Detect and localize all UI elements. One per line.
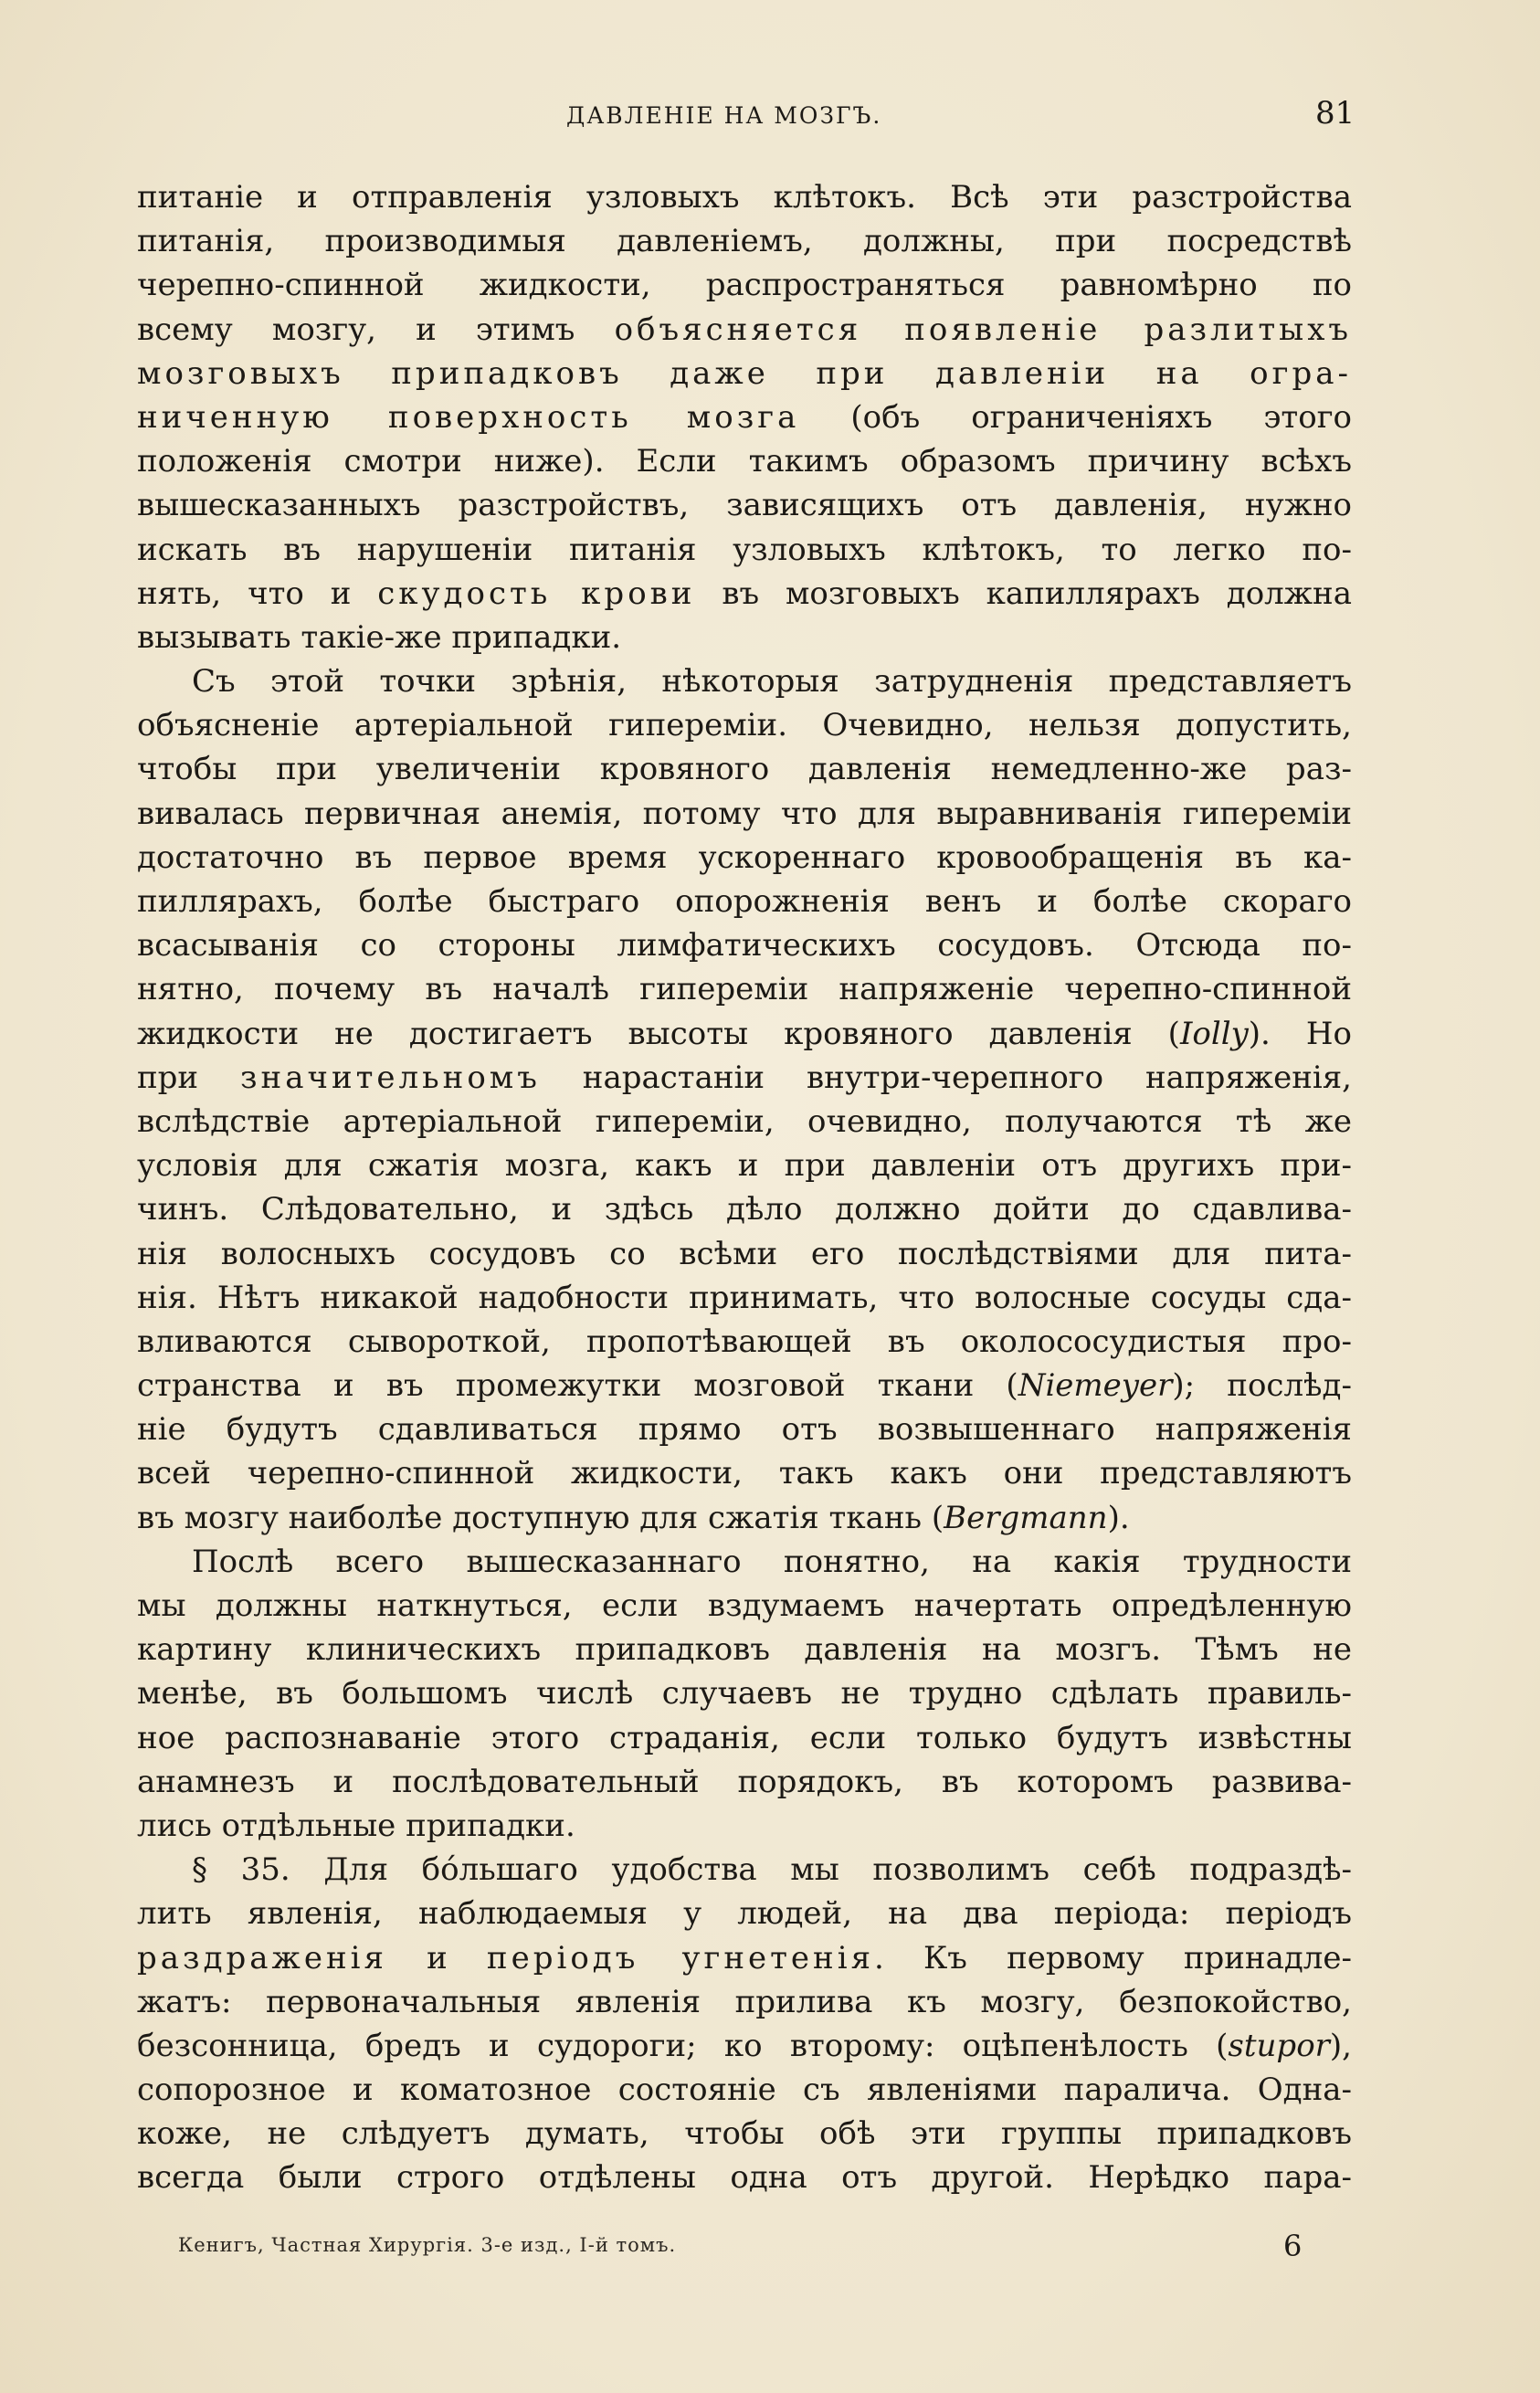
line-text: въ мозговыхъ капиллярахъ должна <box>695 575 1352 612</box>
text-line <box>137 1187 1352 1231</box>
running-title: ДАВЛЕНІЕ НА МОЗГЪ. <box>566 102 882 129</box>
line-text: и <box>386 1939 487 1977</box>
line-text: коже, не слѣдуетъ думать, чтобы обѣ эти группы припадковъ <box>137 2115 1352 2153</box>
text-line <box>137 1584 1352 1628</box>
line-text: (объ ограниченіяхъ этого <box>799 398 1352 436</box>
line-text: ); послѣд- <box>1172 1367 1352 1405</box>
line-text: черепно-спинной жидкости, распространяться равномѣрно по <box>137 267 1352 304</box>
line-text: картину клиническихъ припадковъ давленія на мозгъ. Тѣмъ не <box>137 1631 1352 1669</box>
italic-name: Bergmann <box>944 1499 1108 1536</box>
text-line <box>137 439 1352 483</box>
italic-name: Niemeyer <box>1018 1367 1173 1405</box>
line-text: въ мозгу наиболѣе доступную для сжатія ткань ( <box>137 1499 944 1536</box>
spaced-emphasis: раздраженія <box>137 1939 387 1977</box>
spaced-emphasis: мозговыхъ припадковъ даже при давленіи на огра- <box>137 354 1352 392</box>
line-text: всей черепно-спинной жидкости, такъ какъ они представляютъ <box>137 1455 1352 1492</box>
text-line <box>137 703 1352 747</box>
line-text: лись отдѣльные припадки. <box>137 1807 575 1844</box>
text-line <box>137 1407 1352 1451</box>
line-text: ). Но <box>1248 1015 1352 1052</box>
line-text: нія волосныхъ сосудовъ со всѣми его послѣдствіями для пита- <box>137 1235 1352 1272</box>
text-line <box>137 616 1352 659</box>
text-line <box>137 1892 1352 1935</box>
body-text <box>137 175 1352 2200</box>
line-text: вслѣдствіе артеріальной гипереміи, очевидно, получаются тѣ же <box>137 1102 1352 1140</box>
line-text: § 35. Для бо́льшаго удобства мы позволимъ себѣ подраздѣ- <box>192 1851 1352 1889</box>
line-text: анамнезъ и послѣдовательный порядокъ, въ которомъ развива- <box>137 1763 1352 1800</box>
line-text: всасыванія со стороны лимфатическихъ сосудовъ. Отсюда по- <box>137 927 1352 965</box>
text-line <box>137 1276 1352 1320</box>
line-text: при <box>137 1059 240 1096</box>
line-text: объясненіе артеріальной гипереміи. Очевидно, нельзя допустить, <box>137 707 1352 744</box>
spaced-emphasis: значительномъ <box>240 1059 541 1096</box>
line-text: чтобы при увеличеніи кровяного давленія немедленно-же раз- <box>137 751 1352 788</box>
text-line <box>137 1496 1352 1540</box>
text-line <box>137 880 1352 923</box>
text-line <box>137 572 1352 616</box>
italic-name: stupor <box>1228 2027 1330 2064</box>
text-line <box>137 2112 1352 2156</box>
line-text: питанія, производимыя давленіемъ, должны, при посредствѣ <box>137 223 1352 260</box>
italic-name: Iolly <box>1179 1015 1249 1052</box>
line-text: положенія смотри ниже). Если такимъ образомъ причину всѣхъ <box>137 443 1352 480</box>
text-line <box>137 175 1352 219</box>
text-line <box>137 528 1352 572</box>
line-text: Съ этой точки зрѣнія, нѣкоторыя затрудненія представляетъ <box>192 663 1352 701</box>
line-text: безсонница, бредъ и судороги; ко второму: оцѣпенѣлость ( <box>137 2027 1229 2064</box>
line-text: пиллярахъ, болѣе быстраго опорожненія венъ и болѣе скораго <box>137 883 1352 920</box>
line-text: ), <box>1329 2027 1352 2064</box>
line-text: сопорозное и коматозное состояніе съ явленіями паралича. Одна- <box>137 2071 1352 2109</box>
page-footer <box>0 2229 1540 2274</box>
text-line <box>137 1980 1352 2024</box>
page-number: 81 <box>1315 95 1355 132</box>
text-line <box>137 1760 1352 1804</box>
spaced-emphasis: ниченную поверхность мозга <box>137 398 800 436</box>
spaced-emphasis: объясняется появленіе разлитыхъ <box>614 311 1352 348</box>
text-line <box>137 792 1352 836</box>
line-text: всегда были строго отдѣлены одна отъ другой. Нерѣдко пара- <box>137 2159 1352 2197</box>
text-line <box>137 1540 1352 1584</box>
text-line <box>137 1716 1352 1760</box>
text-line <box>137 967 1352 1011</box>
line-text: жидкости не достигаетъ высоты кровяного давленія ( <box>137 1015 1180 1052</box>
line-text: всему мозгу, и этимъ <box>137 311 615 348</box>
line-text: ніе будутъ сдавливаться прямо отъ возвышеннаго напряженія <box>137 1411 1352 1449</box>
text-line <box>137 1232 1352 1276</box>
text-line <box>137 836 1352 880</box>
line-text: питаніе и отправленія узловыхъ клѣтокъ. Всѣ эти разстройства <box>137 179 1352 216</box>
line-text: вивалась первичная анемія, потому что для выравниванія гипереміи <box>137 795 1352 832</box>
line-text: вышесказанныхъ разстройствъ, зависящихъ отъ давленія, нужно <box>137 487 1352 524</box>
footer-reference: Кенигъ, Частная Хирургія. 3-е изд., І-й томъ. <box>178 2234 677 2256</box>
text-line <box>137 1451 1352 1495</box>
line-text: . Къ первому принадле- <box>874 1939 1352 1977</box>
text-line <box>137 1056 1352 1100</box>
line-text: странства и въ промежутки мозговой ткани ( <box>137 1367 1018 1405</box>
line-text: ное распознаваніе этого страданія, если только будутъ извѣстны <box>137 1719 1352 1756</box>
text-line <box>137 2156 1352 2199</box>
text-line <box>137 1936 1352 1980</box>
text-line <box>137 747 1352 791</box>
text-line <box>137 483 1352 527</box>
line-text: нія. Нѣтъ никакой надобности принимать, что волосные сосуды сда- <box>137 1279 1352 1316</box>
text-line <box>137 395 1352 439</box>
text-line <box>137 2024 1352 2068</box>
running-header <box>0 91 1540 137</box>
text-line <box>137 1320 1352 1364</box>
text-line <box>137 1671 1352 1715</box>
text-line <box>137 1012 1352 1056</box>
text-line <box>137 1100 1352 1144</box>
spaced-emphasis: скудость крови <box>377 575 696 612</box>
line-text: условія для сжатія мозга, какъ и при давленіи отъ другихъ при- <box>137 1147 1352 1185</box>
line-text: менѣе, въ большомъ числѣ случаевъ не трудно сдѣлать правиль- <box>137 1675 1352 1713</box>
text-line <box>137 1144 1352 1187</box>
text-line <box>137 1364 1352 1407</box>
line-text: вызывать такіе-же припадки. <box>137 618 622 656</box>
text-line <box>137 2068 1352 2112</box>
line-text: нятно, почему въ началѣ гипереміи напряженіе черепно-спинной <box>137 971 1352 1008</box>
line-text: жатъ: первоначальныя явленія прилива къ мозгу, безпокойство, <box>137 1983 1352 2020</box>
line-text: чинъ. Слѣдовательно, и здѣсь дѣло должно дойти до сдавлива- <box>137 1191 1352 1228</box>
text-line <box>137 923 1352 967</box>
signature-mark: 6 <box>1283 2229 1303 2263</box>
line-text: достаточно въ первое время ускореннаго кровообращенія въ ка- <box>137 838 1352 876</box>
text-line <box>137 659 1352 703</box>
line-text: лить явленія, наблюдаемыя у людей, на два періода: періодъ <box>137 1895 1352 1933</box>
line-text: вливаются сывороткой, пропотѣвающей въ околососудистыя про- <box>137 1323 1352 1360</box>
line-text: Послѣ всего вышесказаннаго понятно, на какія трудности <box>192 1543 1352 1580</box>
text-line <box>137 219 1352 263</box>
text-line <box>137 352 1352 395</box>
text-line <box>137 263 1352 307</box>
text-line <box>137 308 1352 352</box>
line-text: нять, что и <box>137 575 378 612</box>
line-text: мы должны наткнуться, если вздумаемъ начертать опредѣленную <box>137 1587 1352 1624</box>
text-line <box>137 1628 1352 1671</box>
text-line <box>137 1804 1352 1848</box>
line-text: нарастаніи внутри-черепного напряженія, <box>540 1059 1352 1096</box>
line-text: искать въ нарушеніи питанія узловыхъ клѣтокъ, то легко по- <box>137 531 1352 568</box>
line-text: ). <box>1107 1499 1130 1536</box>
spaced-emphasis: періодъ угнетенія <box>486 1939 875 1977</box>
text-line <box>137 1848 1352 1892</box>
